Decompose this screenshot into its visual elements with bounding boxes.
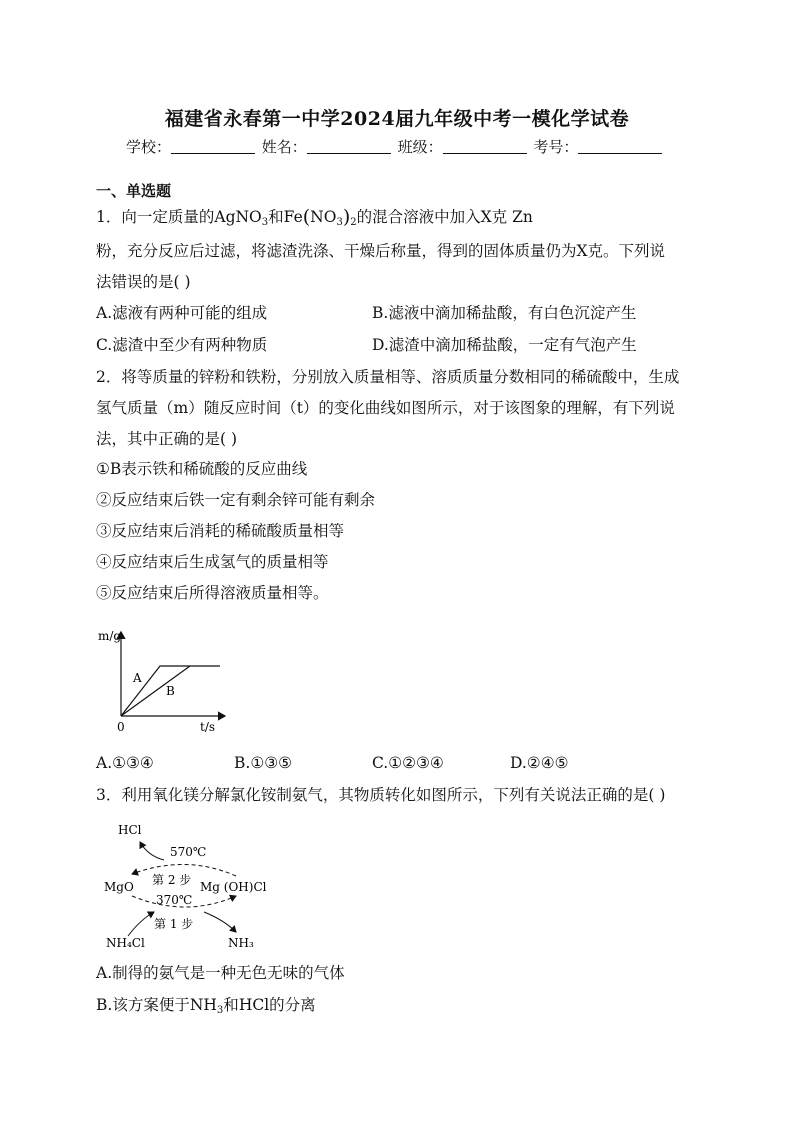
class-blank[interactable] [443, 139, 527, 154]
name-blank[interactable] [307, 139, 391, 154]
q1-option-b[interactable]: B.滤液中滴加稀盐酸，有白色沉淀产生 [372, 304, 637, 322]
q1-option-c[interactable]: C.滤渣中至少有两种物质 [96, 336, 268, 354]
section-title: 一、单选题 [96, 182, 172, 200]
q2-option-b[interactable]: B.①③⑤ [234, 754, 293, 772]
nh4cl-label: NH₄Cl [106, 936, 145, 950]
mgohcl-label: Mg (OH)Cl [200, 880, 267, 894]
step2-label: 第 2 步 [152, 873, 192, 887]
q2-option-d[interactable]: D.②④⑤ [510, 754, 569, 772]
q2-statement-3: ③反应结束后消耗的稀硫酸质量相等 [96, 522, 345, 540]
curve-a-label: A [133, 671, 142, 685]
school-blank[interactable] [171, 139, 255, 154]
student-info-row [126, 136, 686, 157]
class-label: 班级： [397, 138, 443, 156]
formula-fe-no3-2: $Fe(NO_3)_2$ [283, 206, 357, 228]
q2-statement-1: ①B表示铁和稀硫酸的反应曲线 [96, 460, 308, 478]
q2-graph [90, 620, 250, 740]
mgo-label: MgO [104, 880, 134, 894]
q2-statement-2: ②反应结束后铁一定有剩余锌可能有剩余 [96, 491, 376, 509]
formula-agno3: AgNO$_3$ [214, 208, 269, 228]
hcl-label: HCl [118, 823, 142, 837]
q2-line-1: 2．将等质量的锌粉和铁粉，分别放入质量相等、溶质质量分数相同的稀硫酸中，生成 [96, 368, 680, 386]
q3-option-b[interactable]: B.该方案便于$NH_3$和HCl的分离 [96, 996, 316, 1016]
nh3-arrow [204, 912, 236, 932]
curve-b-label: B [166, 684, 175, 698]
step1-label: 第 1 步 [154, 917, 194, 931]
formula-hcl: HCl [238, 996, 270, 1014]
q1-option-a[interactable]: A.滤液有两种可能的组成 [96, 304, 268, 322]
q2-option-c[interactable]: C.①②③④ [372, 754, 444, 772]
q2-line-3: 法，其中正确的是( ) [96, 430, 238, 448]
temp-570-label: 570℃ [170, 845, 207, 859]
q1-line-1: 1．向一定质量的AgNO$_3$和$Fe(NO_3)_2$的混合溶液中加入X克 Zn [96, 206, 533, 228]
exam-number-label: 考号： [533, 138, 579, 156]
q3-diagram [96, 816, 296, 956]
name-label: 姓名： [261, 138, 307, 156]
graph-x-label: t/s [200, 720, 216, 734]
q3-option-a[interactable]: A.制得的氨气是一种无色无味的气体 [96, 964, 345, 982]
q2-statement-4: ④反应结束后生成氢气的质量相等 [96, 553, 329, 571]
exam-title: 福建省永春第一中学2024届九年级中考一模化学试卷 [164, 108, 630, 130]
q1-option-d[interactable]: D.滤渣中滴加稀盐酸，一定有气泡产生 [372, 336, 637, 354]
hcl-arrow [140, 842, 164, 860]
curve-b-line [121, 666, 190, 716]
formula-nh3: $NH_3$ [189, 996, 224, 1016]
q2-option-a[interactable]: A.①③④ [96, 754, 154, 772]
q1-line-2: 粉，充分反应后过滤，将滤渣洗涤、干燥后称量，得到的固体质量仍为X克。下列说 [96, 242, 666, 260]
q3-line-1: 3．利用氧化镁分解氯化铵制氨气，其物质转化如图所示，下列有关说法正确的是( ) [96, 786, 666, 804]
q1-line-3: 法错误的是( ) [96, 273, 191, 291]
school-label: 学校： [126, 138, 172, 156]
q2-line-2: 氢气质量（m）随反应时间（t）的变化曲线如图所示，对于该图象的理解，有下列说 [96, 399, 675, 417]
q2-statement-5: ⑤反应结束后所得溶液质量相等。 [96, 584, 329, 602]
graph-y-label: m/g [98, 629, 122, 643]
graph-origin: 0 [117, 720, 125, 734]
nh4cl-arrow [128, 912, 154, 936]
exam-number-blank[interactable] [578, 139, 662, 154]
temp-370-label: 370℃ [156, 893, 193, 907]
nh3-label: NH₃ [228, 936, 254, 950]
